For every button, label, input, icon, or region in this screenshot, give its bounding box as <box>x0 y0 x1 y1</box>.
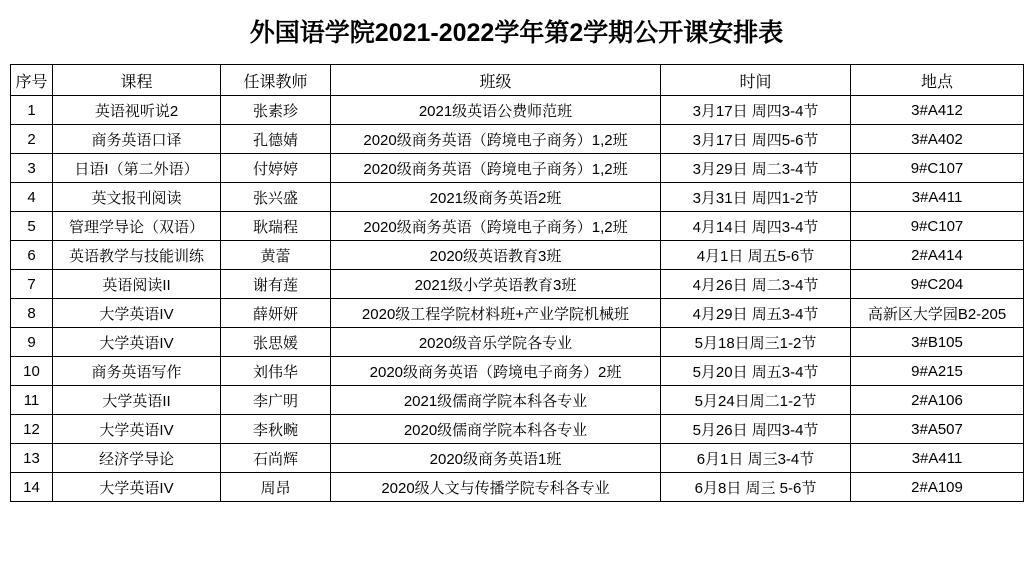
table-row <box>11 183 1024 212</box>
cell-place: 9#C107 <box>851 212 1024 241</box>
cell-course: 大学英语II <box>53 386 221 415</box>
cell-time: 6月8日 周三 5-6节 <box>661 473 851 502</box>
cell-place: 3#A412 <box>851 96 1024 125</box>
cell-course: 英文报刊阅读 <box>53 183 221 212</box>
cell-course: 英语教学与技能训练 <box>53 241 221 270</box>
table-row <box>11 386 1024 415</box>
cell-course: 日语I（第二外语） <box>53 154 221 183</box>
column-header-place: 地点 <box>851 65 1024 96</box>
cell-place: 3#A402 <box>851 125 1024 154</box>
cell-teacher: 张兴盛 <box>221 183 331 212</box>
cell-teacher: 张思媛 <box>221 328 331 357</box>
cell-place: 2#A109 <box>851 473 1024 502</box>
cell-time: 3月17日 周四5-6节 <box>661 125 851 154</box>
table-row <box>11 270 1024 299</box>
cell-course: 大学英语IV <box>53 415 221 444</box>
cell-class: 2021级英语公费师范班 <box>331 96 661 125</box>
column-header-course: 课程 <box>53 65 221 96</box>
cell-no: 10 <box>11 357 53 386</box>
cell-place: 高新区大学园B2-205 <box>851 299 1024 328</box>
cell-class: 2020级人文与传播学院专科各专业 <box>331 473 661 502</box>
open-class-schedule-table <box>10 64 1024 502</box>
cell-class: 2021级儒商学院本科各专业 <box>331 386 661 415</box>
column-header-time: 时间 <box>661 65 851 96</box>
cell-teacher: 刘伟华 <box>221 357 331 386</box>
table-row <box>11 444 1024 473</box>
cell-class: 2020级商务英语（跨境电子商务）1,2班 <box>331 154 661 183</box>
cell-time: 3月29日 周二3-4节 <box>661 154 851 183</box>
cell-place: 3#A411 <box>851 183 1024 212</box>
cell-no: 9 <box>11 328 53 357</box>
cell-place: 3#A411 <box>851 444 1024 473</box>
cell-no: 5 <box>11 212 53 241</box>
cell-teacher: 黄蕾 <box>221 241 331 270</box>
cell-teacher: 周昂 <box>221 473 331 502</box>
cell-teacher: 李广明 <box>221 386 331 415</box>
cell-time: 5月24日周二1-2节 <box>661 386 851 415</box>
cell-time: 3月31日 周四1-2节 <box>661 183 851 212</box>
cell-place: 3#B105 <box>851 328 1024 357</box>
cell-teacher: 孔德婧 <box>221 125 331 154</box>
cell-no: 13 <box>11 444 53 473</box>
cell-class: 2020级商务英语（跨境电子商务）2班 <box>331 357 661 386</box>
cell-place: 9#C204 <box>851 270 1024 299</box>
cell-course: 经济学导论 <box>53 444 221 473</box>
cell-time: 4月14日 周四3-4节 <box>661 212 851 241</box>
cell-teacher: 李秋畹 <box>221 415 331 444</box>
cell-course: 大学英语IV <box>53 328 221 357</box>
cell-class: 2021级小学英语教育3班 <box>331 270 661 299</box>
cell-time: 5月20日 周五3-4节 <box>661 357 851 386</box>
cell-place: 9#A215 <box>851 357 1024 386</box>
table-row <box>11 241 1024 270</box>
table-row <box>11 415 1024 444</box>
table-row <box>11 154 1024 183</box>
cell-no: 7 <box>11 270 53 299</box>
cell-class: 2020级工程学院材料班+产业学院机械班 <box>331 299 661 328</box>
cell-course: 商务英语写作 <box>53 357 221 386</box>
cell-no: 6 <box>11 241 53 270</box>
cell-course: 大学英语IV <box>53 299 221 328</box>
cell-no: 3 <box>11 154 53 183</box>
cell-class: 2020级商务英语1班 <box>331 444 661 473</box>
cell-no: 11 <box>11 386 53 415</box>
cell-place: 9#C107 <box>851 154 1024 183</box>
table-row <box>11 357 1024 386</box>
table-row <box>11 125 1024 154</box>
column-header-class: 班级 <box>331 65 661 96</box>
cell-time: 4月29日 周五3-4节 <box>661 299 851 328</box>
cell-teacher: 付婷婷 <box>221 154 331 183</box>
cell-no: 8 <box>11 299 53 328</box>
cell-course: 管理学导论（双语） <box>53 212 221 241</box>
page-title: 外国语学院2021-2022学年第2学期公开课安排表 <box>249 19 784 47</box>
cell-no: 2 <box>11 125 53 154</box>
table-row <box>11 299 1024 328</box>
cell-no: 1 <box>11 96 53 125</box>
cell-place: 3#A507 <box>851 415 1024 444</box>
cell-time: 6月1日 周三3-4节 <box>661 444 851 473</box>
cell-time: 4月1日 周五5-6节 <box>661 241 851 270</box>
column-header-no: 序号 <box>11 65 53 96</box>
cell-class: 2020级商务英语（跨境电子商务）1,2班 <box>331 212 661 241</box>
cell-class: 2020级商务英语（跨境电子商务）1,2班 <box>331 125 661 154</box>
table-row <box>11 328 1024 357</box>
cell-class: 2020级儒商学院本科各专业 <box>331 415 661 444</box>
table-row <box>11 212 1024 241</box>
cell-no: 4 <box>11 183 53 212</box>
cell-course: 商务英语口译 <box>53 125 221 154</box>
cell-teacher: 石尚辉 <box>221 444 331 473</box>
table-header-row <box>11 65 1024 96</box>
cell-class: 2020级音乐学院各专业 <box>331 328 661 357</box>
cell-teacher: 耿瑞程 <box>221 212 331 241</box>
cell-teacher: 张素珍 <box>221 96 331 125</box>
cell-time: 4月26日 周二3-4节 <box>661 270 851 299</box>
column-header-teacher: 任课教师 <box>221 65 331 96</box>
cell-no: 12 <box>11 415 53 444</box>
cell-class: 2021级商务英语2班 <box>331 183 661 212</box>
cell-time: 5月18日周三1-2节 <box>661 328 851 357</box>
cell-place: 2#A414 <box>851 241 1024 270</box>
table-row <box>11 96 1024 125</box>
cell-class: 2020级英语教育3班 <box>331 241 661 270</box>
table-row <box>11 473 1024 502</box>
cell-no: 14 <box>11 473 53 502</box>
cell-time: 5月26日 周四3-4节 <box>661 415 851 444</box>
cell-teacher: 薛妍妍 <box>221 299 331 328</box>
cell-place: 2#A106 <box>851 386 1024 415</box>
cell-teacher: 谢有莲 <box>221 270 331 299</box>
cell-time: 3月17日 周四3-4节 <box>661 96 851 125</box>
cell-course: 英语阅读II <box>53 270 221 299</box>
cell-course: 英语视听说2 <box>53 96 221 125</box>
cell-course: 大学英语IV <box>53 473 221 502</box>
